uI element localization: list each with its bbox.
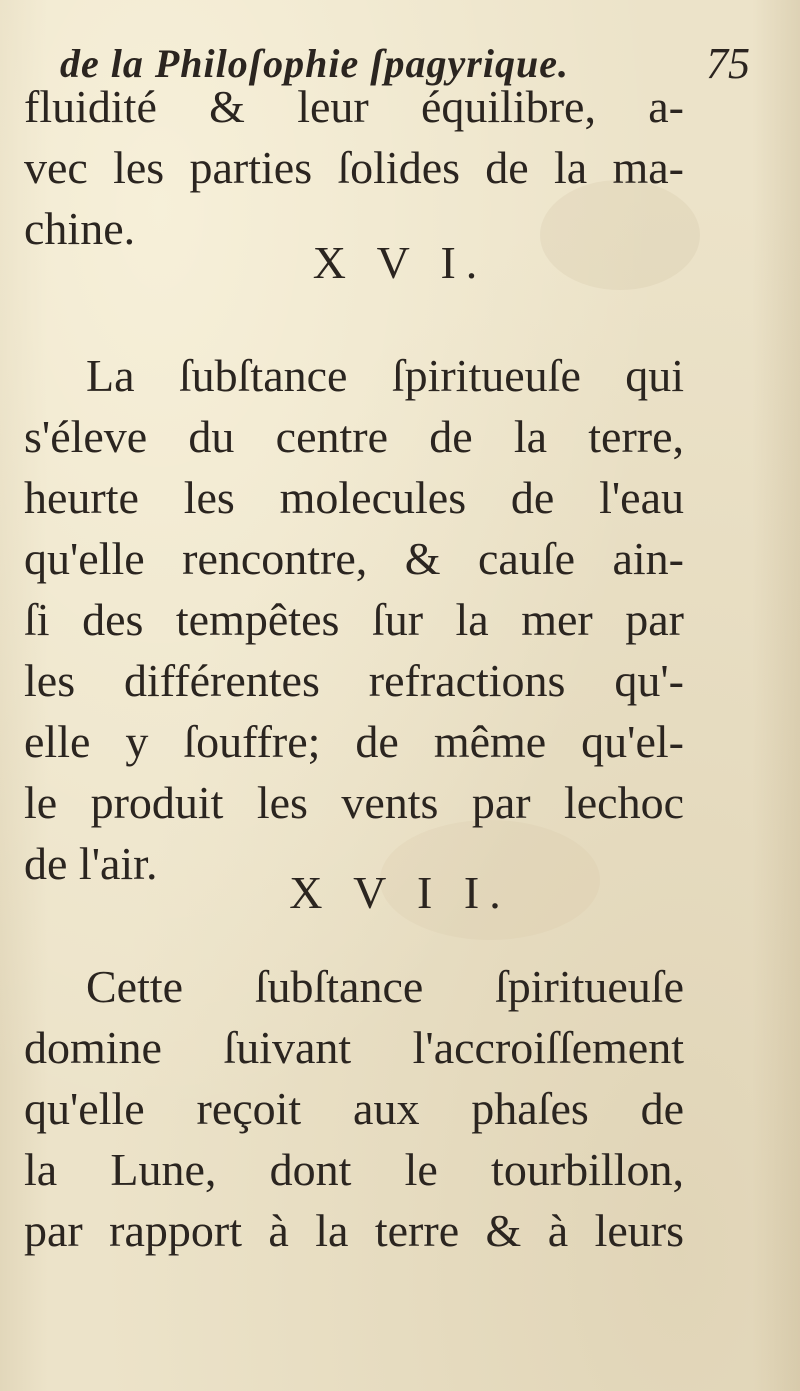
section-heading: X V I. — [312, 237, 488, 288]
continuation-paragraph — [24, 76, 684, 259]
text-line: ſi des tempêtes ſur la mer par — [24, 594, 684, 645]
text-line: elle y ſouffre; de même qu'el- — [24, 716, 684, 767]
text-line: fluidité & leur équilibre, a- — [24, 81, 684, 132]
section-heading: X V I I. — [289, 867, 511, 918]
text-line: s'éleve du centre de la terre, — [24, 411, 684, 462]
text-line: les différentes refractions qu'- — [24, 655, 684, 706]
text-line: La ſubſtance ſpiritueuſe qui — [86, 350, 684, 401]
running-title: de la Philoſophie ſpagyrique. — [60, 41, 569, 86]
page-number: 75 — [706, 39, 750, 88]
section-paragraph — [24, 345, 684, 894]
text-line: qu'elle rencontre, & cauſe ain- — [24, 533, 684, 584]
text-line: Cette ſubſtance ſpiritueuſe — [86, 961, 684, 1012]
section-paragraph — [24, 956, 684, 1261]
text-line: par rapport à la terre & à leurs — [24, 1205, 684, 1256]
text-line: chine. — [24, 203, 136, 254]
text-line: qu'elle reçoit aux phaſes de — [24, 1083, 684, 1134]
text-line: la Lune, dont le tourbillon, — [24, 1144, 684, 1195]
text-line: heurte les molecules de l'eau — [24, 472, 684, 523]
text-line: domine ſuivant l'accroiſſement — [24, 1022, 684, 1073]
text-line: le produit les vents par lechoc — [24, 777, 684, 828]
text-line: vec les parties ſolides de la ma- — [24, 142, 684, 193]
text-line: de l'air. — [24, 838, 158, 889]
